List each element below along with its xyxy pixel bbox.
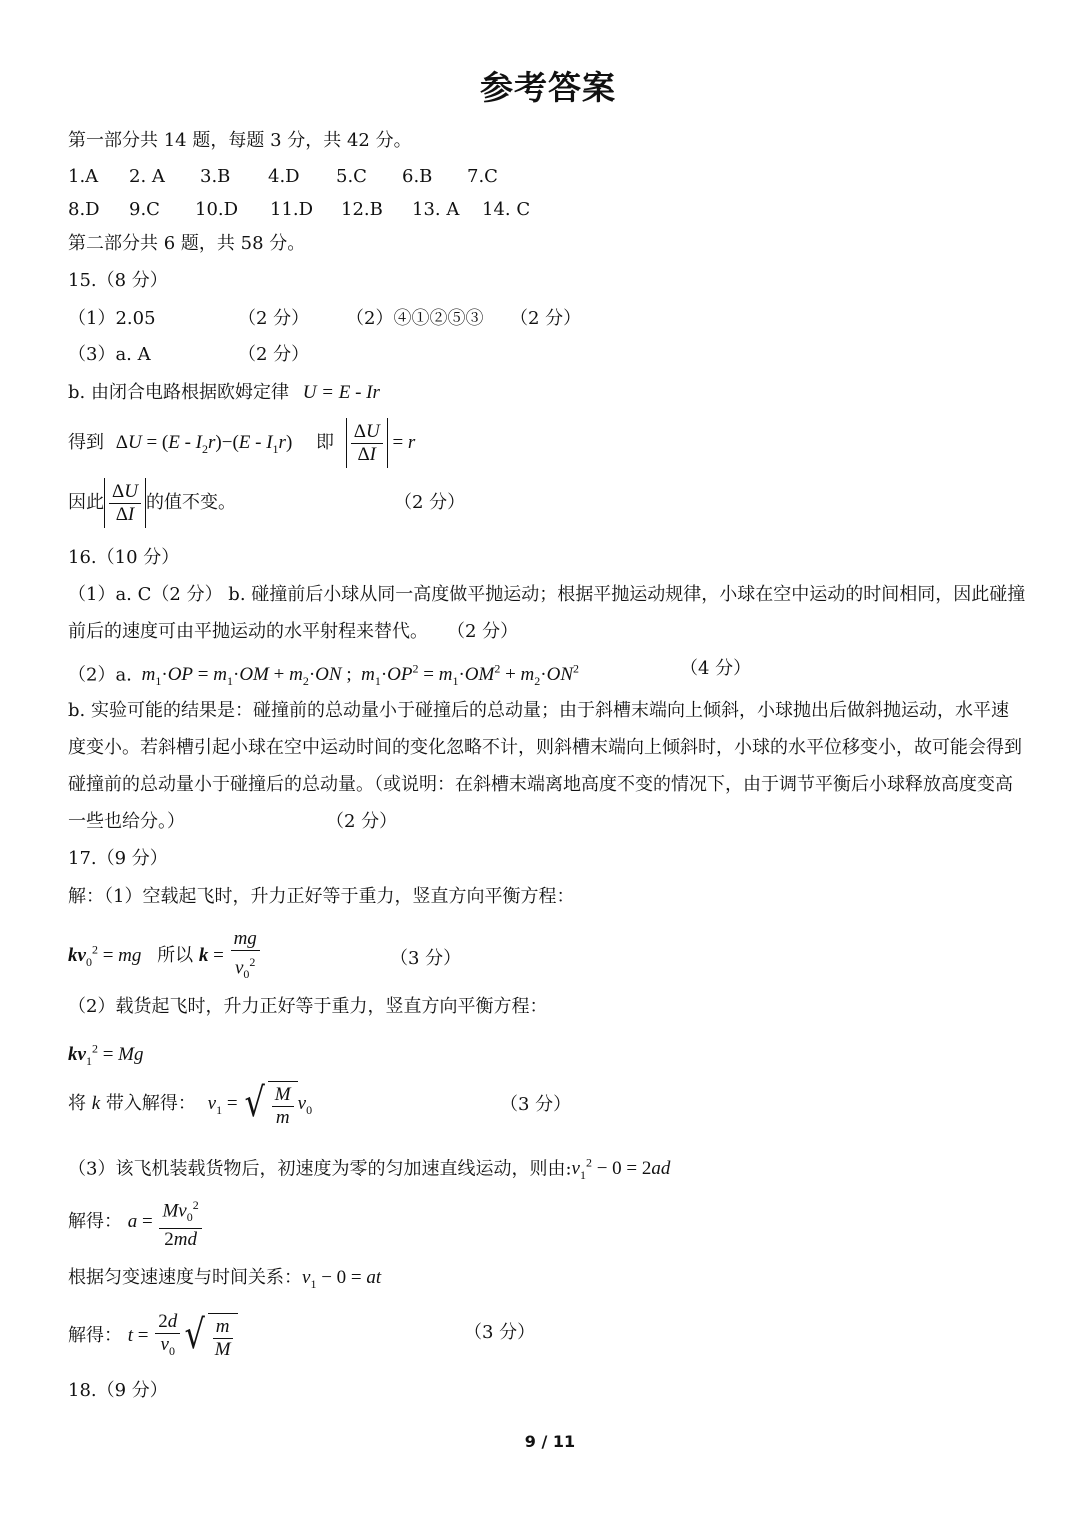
- q16-part2a: （2）a. $m_1\cdot OP = m_1\cdot OM + m_2\cdot ON$ ; $m_1\cdot OP^2 = m_1\cdot OM^2 + m_2\cdot ON^2$: [68, 662, 580, 689]
- q15-part2: （2）④①②⑤③: [346, 308, 484, 329]
- q15-b-line: [68, 380, 380, 406]
- lift-loaded-equation: $kv_1^2 = Mg$: [68, 1042, 144, 1069]
- page-title: 参考答案: [480, 68, 616, 107]
- answer-item: 8.D: [68, 199, 100, 220]
- q15-heading: 15.（8 分）: [68, 270, 168, 291]
- q17-relation: 根据匀变速速度与时间关系：$v_1 - 0$ = at: [68, 1267, 382, 1291]
- q17-eq1: $kv_0^2$ = mg 所以 k = $\frac{mg}{v_0^2}$: [68, 922, 262, 990]
- derive-prefix: 得到: [68, 432, 104, 453]
- answer-item: 9.C: [129, 199, 160, 220]
- ratio-abs: $\frac{\Delta U}{\Delta I}$: [104, 478, 146, 528]
- v1-expression: $v_1$ = √ $\frac{M}{m}$ $v_0$: [207, 1079, 313, 1128]
- momentum-equation: $m_1\cdot OP = m_1\cdot OM + m_2\cdot ON$ ; $m_1\cdot OP^2 = m_1\cdot OM^2 + m_2\cdot ON^2$: [141, 662, 580, 689]
- q15-part3: （3）a. A: [68, 344, 151, 365]
- delta-u-equation: $\Delta U = (E - I_2r)-(E - I_1r)$: [115, 432, 293, 456]
- answer-item: 5.C: [336, 166, 367, 187]
- answer-item: 4.D: [268, 166, 300, 187]
- q15-conclusion: [68, 478, 236, 528]
- q15-part1: （1）2.05: [68, 308, 156, 329]
- q15-b-text: b. 由闭合电路根据欧姆定律: [68, 382, 289, 403]
- q17-solve-t: 解得： t = $\frac{2d}{v_0}$ √ $\frac{m}{M}$: [68, 1308, 238, 1364]
- q17-step3-points: （3 分）: [464, 1322, 536, 1343]
- q15-derivation: 得到 $\Delta U = (E - I_2r)-(E - I_1r)$ 即 $\frac{\Delta U}{\Delta I}$ = r: [68, 418, 415, 474]
- q16-part2b: b. 实验可能的结果是：碰撞前的总动量小于碰撞后的总动量；由于斜槽末端向上倾斜，小球抛出后做斜抛运动，水平速度变小。若斜槽引起小球在空中运动时间的变化忽略不计，则斜槽末端向上倾斜时，小球的水平位移变小，故可能会得到碰撞前的总动量小于碰撞后的总动量。（或说明：在斜槽末端离地高度不变的情况下，由于调节平衡后小球释放高度变高一些也给分。） （2 分）: [68, 700, 1022, 832]
- q17-eq3: 将 k 带入解得： $v_1$ = √ $\frac{M}{m}$ $v_0$: [68, 1079, 313, 1128]
- conclusion-suffix: 的值不变。: [145, 492, 236, 513]
- q16-part2b-points: （2 分）: [335, 811, 398, 832]
- ohm-law-equation: U = E - Ir: [302, 382, 380, 403]
- q15-part3-points: （2 分）: [238, 344, 310, 365]
- q16-part1-points: （2 分）: [456, 621, 519, 642]
- lift-empty-equation: $kv_0^2$ = mg: [68, 943, 142, 970]
- t-expression: t = $\frac{2d}{v_0}$ √ $\frac{m}{M}$: [128, 1325, 238, 1346]
- q17-step2: （2）载货起飞时，升力正好等于重力，竖直方向平衡方程：: [68, 996, 548, 1017]
- part1-intro: 第一部分共 14 题，每题 3 分，共 42 分。: [68, 130, 412, 151]
- part2-intro: 第二部分共 6 题，共 58 分。: [68, 233, 306, 254]
- q17-step2-points: （3 分）: [500, 1094, 572, 1115]
- a-expression: a = $\frac{Mv_0^2}{2md}$: [128, 1211, 204, 1232]
- answer-item: 14. C: [482, 199, 531, 220]
- conclusion-prefix: 因此: [68, 492, 104, 513]
- page-current: 9: [524, 1432, 536, 1451]
- answer-item: 7.C: [467, 166, 498, 187]
- q17-step3: （3）该飞机装载货物后，初速度为零的匀加速直线运动，则由$:v_1^2 - 0 = 2ad$: [68, 1156, 671, 1183]
- answer-item: 12.B: [341, 199, 383, 220]
- derive-mid: 即: [316, 432, 335, 453]
- q17-heading: 17.（9 分）: [68, 848, 168, 869]
- q15-part1-points: （2 分）: [238, 308, 310, 329]
- q16-part1: （1）a. C（2 分） b. 碰撞前后小球从同一高度做平抛运动；根据平抛运动规律，小球在空中运动的时间相同，因此碰撞前后的速度可由平抛运动的水平射程来替代。 （2 分）: [68, 584, 1026, 642]
- answer-item: 1.A: [68, 166, 99, 187]
- q17-step1-points: （3 分）: [390, 948, 462, 969]
- kinematics-equation: $v_1^2 - 0 = 2ad$: [571, 1156, 671, 1183]
- q17-step1: 解：（1）空载起飞时，升力正好等于重力，竖直方向平衡方程：: [68, 886, 575, 907]
- page-total: 11: [552, 1432, 576, 1451]
- q18-heading: 18.（9 分）: [68, 1380, 168, 1401]
- answer-item: 2. A: [129, 166, 165, 187]
- q16-part2a-points: （4 分）: [680, 658, 752, 679]
- answer-item: 6.B: [402, 166, 433, 187]
- k-expression: k = $\frac{mg}{v_0^2}$: [199, 945, 262, 966]
- q17-eq2: [68, 1036, 143, 1074]
- q17-solve-a: 解得： a = $\frac{Mv_0^2}{2md}$: [68, 1194, 204, 1251]
- q15-part2-points: （2 分）: [510, 308, 582, 329]
- q15-conclusion-points: （2 分）: [394, 492, 466, 513]
- page-indicator: 9 / 11: [524, 1432, 576, 1451]
- ratio-abs: $\frac{\Delta U}{\Delta I}$: [346, 418, 388, 468]
- answer-item: 3.B: [200, 166, 231, 187]
- q16-heading: 16.（10 分）: [68, 547, 180, 568]
- answer-item: 10.D: [195, 199, 239, 220]
- velocity-time-equation: $v_1 - 0$ = at: [302, 1267, 382, 1291]
- answer-item: 11.D: [270, 199, 314, 220]
- answer-item: 13. A: [412, 199, 460, 220]
